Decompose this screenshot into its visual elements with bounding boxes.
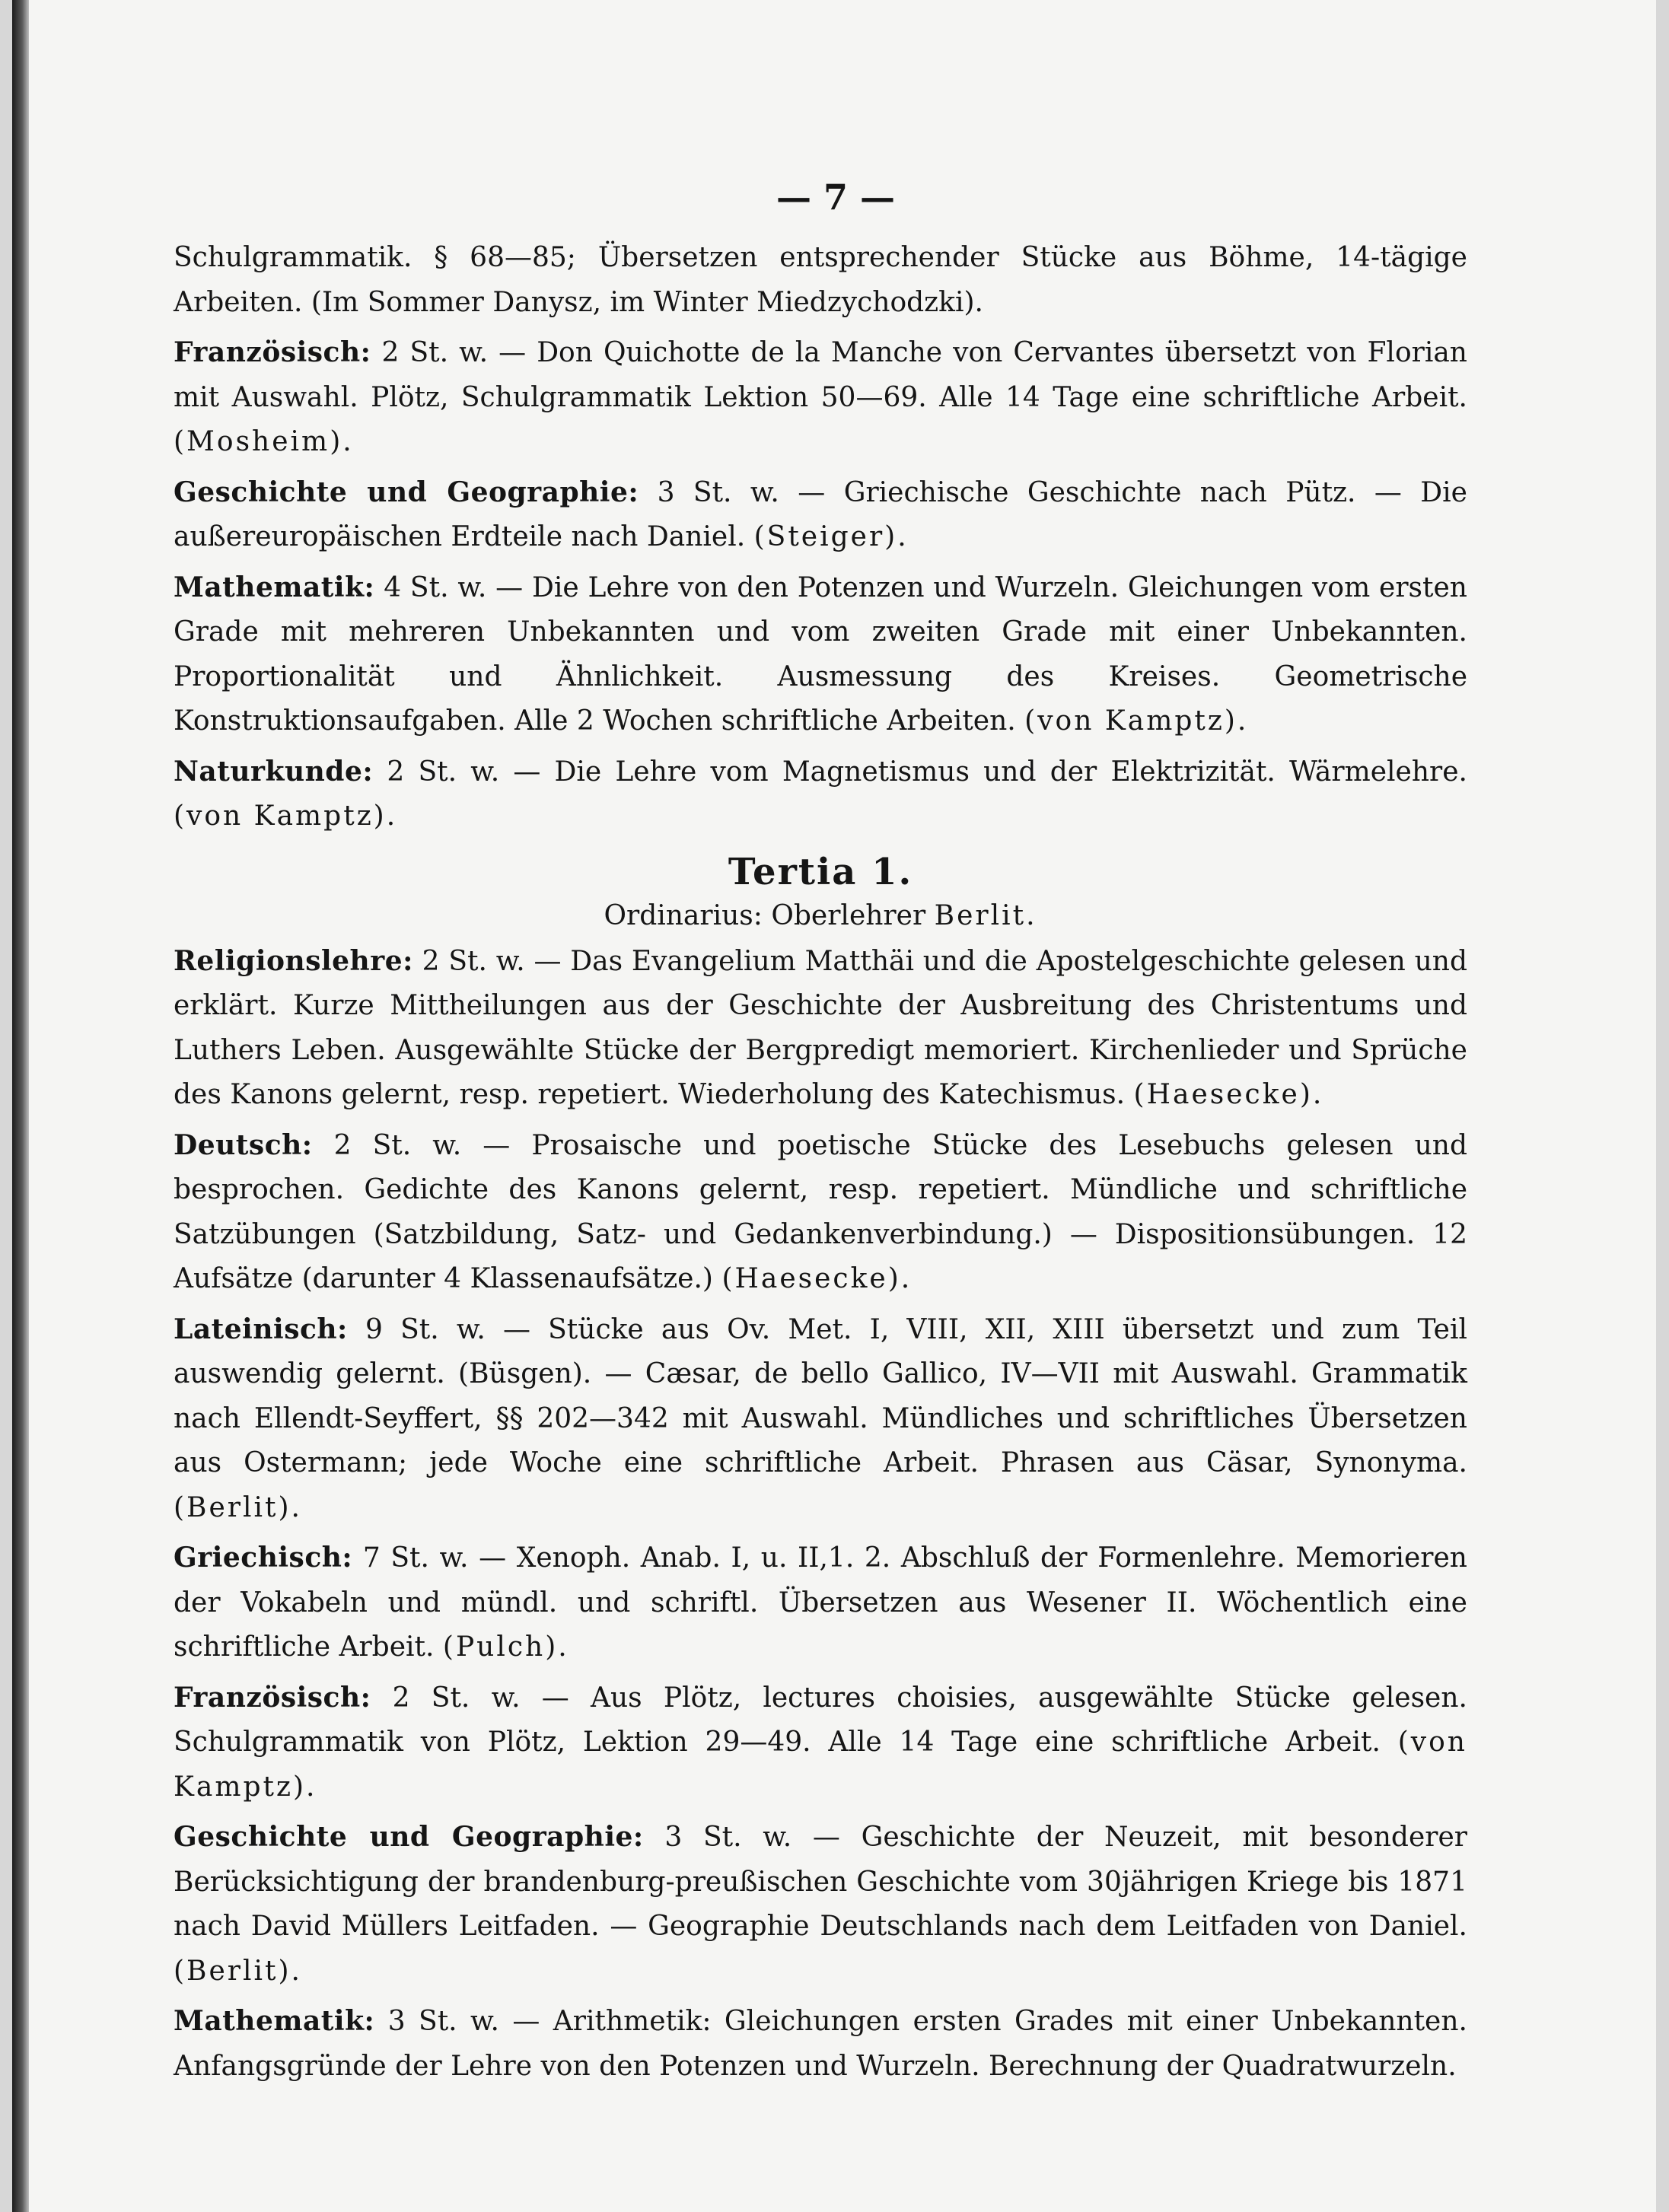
intro-paragraph <box>174 236 1467 325</box>
teacher-name: (Steiger). <box>753 521 909 552</box>
ordinarius-label: Ordinarius: Oberlehrer <box>604 900 926 931</box>
subject-title: Deutsch: <box>174 1128 313 1161</box>
teacher-name: (von Kamptz). <box>1024 705 1249 737</box>
teacher-name: (Pulch). <box>442 1631 569 1663</box>
subject-text: 2 St. w. — Don Quichotte de la Manche von Cervantes übersetzt von Florian mit Auswahl. Plötz, Schulgrammatik Lektion 50—69. Alle 14 Tage eine schriftliche Arbeit. <box>174 337 1467 413</box>
subject-title: Mathematik: <box>174 571 375 603</box>
subject-text: 2 St. w. — Die Lehre vom Magnetismus und der Elektrizität. Wärmelehre. <box>387 756 1467 788</box>
subject-paragraph-griechisch <box>174 1536 1467 1670</box>
subject-title: Französisch: <box>174 336 371 368</box>
subject-title: Geschichte und Geographie: <box>174 476 639 508</box>
teacher-name: (von Kamptz). <box>174 1727 1467 1803</box>
scanned-page <box>12 0 1656 2212</box>
page-number: — 7 — <box>776 177 896 218</box>
subject-paragraph-lateinisch <box>174 1307 1467 1531</box>
binding-shadow <box>12 0 29 2212</box>
subject-text: 7 St. w. — Xenoph. Anab. I, u. II,1. 2. Abschluß der Formenlehre. Memorieren der Vokabeln und mündl. und schriftl. Übersetzen aus Wesener II. Wöchentlich eine schriftliche Arbeit. <box>174 1542 1467 1663</box>
subject-paragraph-franzoesisch-upper <box>174 330 1467 465</box>
ordinarius-name: Berlit. <box>934 900 1037 931</box>
subject-paragraph-deutsch <box>174 1123 1467 1302</box>
teacher-name: (Mosheim). <box>174 426 354 457</box>
subject-paragraph-geschichte-lower <box>174 1815 1467 1994</box>
subject-title: Religionslehre: <box>174 944 413 977</box>
section-heading: Tertia 1. <box>728 850 913 893</box>
subject-paragraph-naturkunde-upper <box>174 750 1467 839</box>
subject-title: Naturkunde: <box>174 755 374 788</box>
subject-title: Mathematik: <box>174 2005 375 2037</box>
subject-text: 3 St. w. — Griechische Geschichte nach Pütz. — Die außereuropäischen Erdteile nach Daniel. <box>174 476 1467 552</box>
subject-paragraph-mathematik-upper <box>174 565 1467 744</box>
teacher-name: (Haesecke). <box>721 1263 913 1294</box>
subject-text: 3 St. w. — Geschichte der Neuzeit, mit besonderer Berücksichtigung der brandenburg-preußischen Geschichte vom 30jährigen Kriege bis 1871 nach David Müllers Leitfaden. — Geographie Deutschlands nach dem Leitfaden von Daniel. <box>174 1822 1467 1942</box>
subject-paragraph-mathematik-lower <box>174 1999 1467 2089</box>
intro-text: Schulgrammatik. § 68—85; Übersetzen entsprechender Stücke aus Böhme, 14-tägige Arbeiten. (Im Sommer Danysz, im Winter Miedzychodzki). <box>174 242 1467 318</box>
subject-title: Lateinisch: <box>174 1313 348 1345</box>
subject-title: Geschichte und Geographie: <box>174 1821 644 1853</box>
ordinarius-line <box>174 894 1467 939</box>
subject-paragraph-religion <box>174 939 1467 1118</box>
teacher-name: (Berlit). <box>174 1955 302 1987</box>
body-text <box>174 236 1467 2089</box>
subject-paragraph-franzoesisch-lower <box>174 1676 1467 1810</box>
teacher-name: (Berlit). <box>174 1491 302 1523</box>
subject-text: 3 St. w. — Arithmetik: Gleichungen ersten Grades mit einer Unbekannten. Anfangsgründe der Lehre von den Potenzen und Wurzeln. Berechnung der Quadratwurzeln. <box>174 2006 1467 2082</box>
subject-text: 2 St. w. — Prosaische und poetische Stücke des Lesebuchs gelesen und besprochen. Gedichte des Kanons gelernt, resp. repetiert. Mündliche und schriftliche Satzübungen (Satzbildung, Satz- und Gedankenverbindung.) — Dispositionsübungen. 12 Aufsätze (darunter 4 Klassenaufsätze.) <box>174 1129 1467 1294</box>
subject-paragraph-geschichte-upper <box>174 470 1467 560</box>
subject-text: 2 St. w. — Aus Plötz, lectures choisies, ausgewählte Stücke gelesen. Schulgrammatik von Plötz, Lektion 29—49. Alle 14 Tage eine schriftliche Arbeit. <box>174 1682 1467 1758</box>
subject-text: 2 St. w. — Das Evangelium Matthäi und die Apostelgeschichte gelesen und erklärt. Kurze Mittheilungen aus der Geschichte der Ausbreitung des Christentums und Luthers Leben. Ausgewählte Stücke der Bergpredigt memoriert. Kirchenlieder und Sprüche des Kanons gelernt, resp. repetiert. Wiederholung des Katechismus. <box>174 945 1467 1110</box>
teacher-name: (Haesecke). <box>1133 1079 1324 1110</box>
subject-text: 4 St. w. — Die Lehre von den Potenzen und Wurzeln. Gleichungen vom ersten Grade mit mehreren Unbekannten und vom zweiten Grade mit einer Unbekannten. Proportionalität und Ähnlichkeit. Ausmessung des Kreises. Geometrische Konstruktionsaufgaben. Alle 2 Wochen schriftliche Arbeiten. <box>174 571 1467 737</box>
subject-title: Griechisch: <box>174 1542 353 1574</box>
subject-text: 9 St. w. — Stücke aus Ov. Met. I, VIII, XII, XIII übersetzt und zum Teil auswendig gelernt. (Büsgen). — Cæsar, de bello Gallico, IV—VII mit Auswahl. Grammatik nach Ellendt-Seyffert, §§ 202—342 mit Auswahl. Mündliches und schriftliches Übersetzen aus Ostermann; jede Woche eine schriftliche Arbeit. Phrasen aus Cäsar, Synonyma. <box>174 1313 1467 1478</box>
subject-title: Französisch: <box>174 1681 371 1714</box>
teacher-name: (von Kamptz). <box>174 800 398 832</box>
